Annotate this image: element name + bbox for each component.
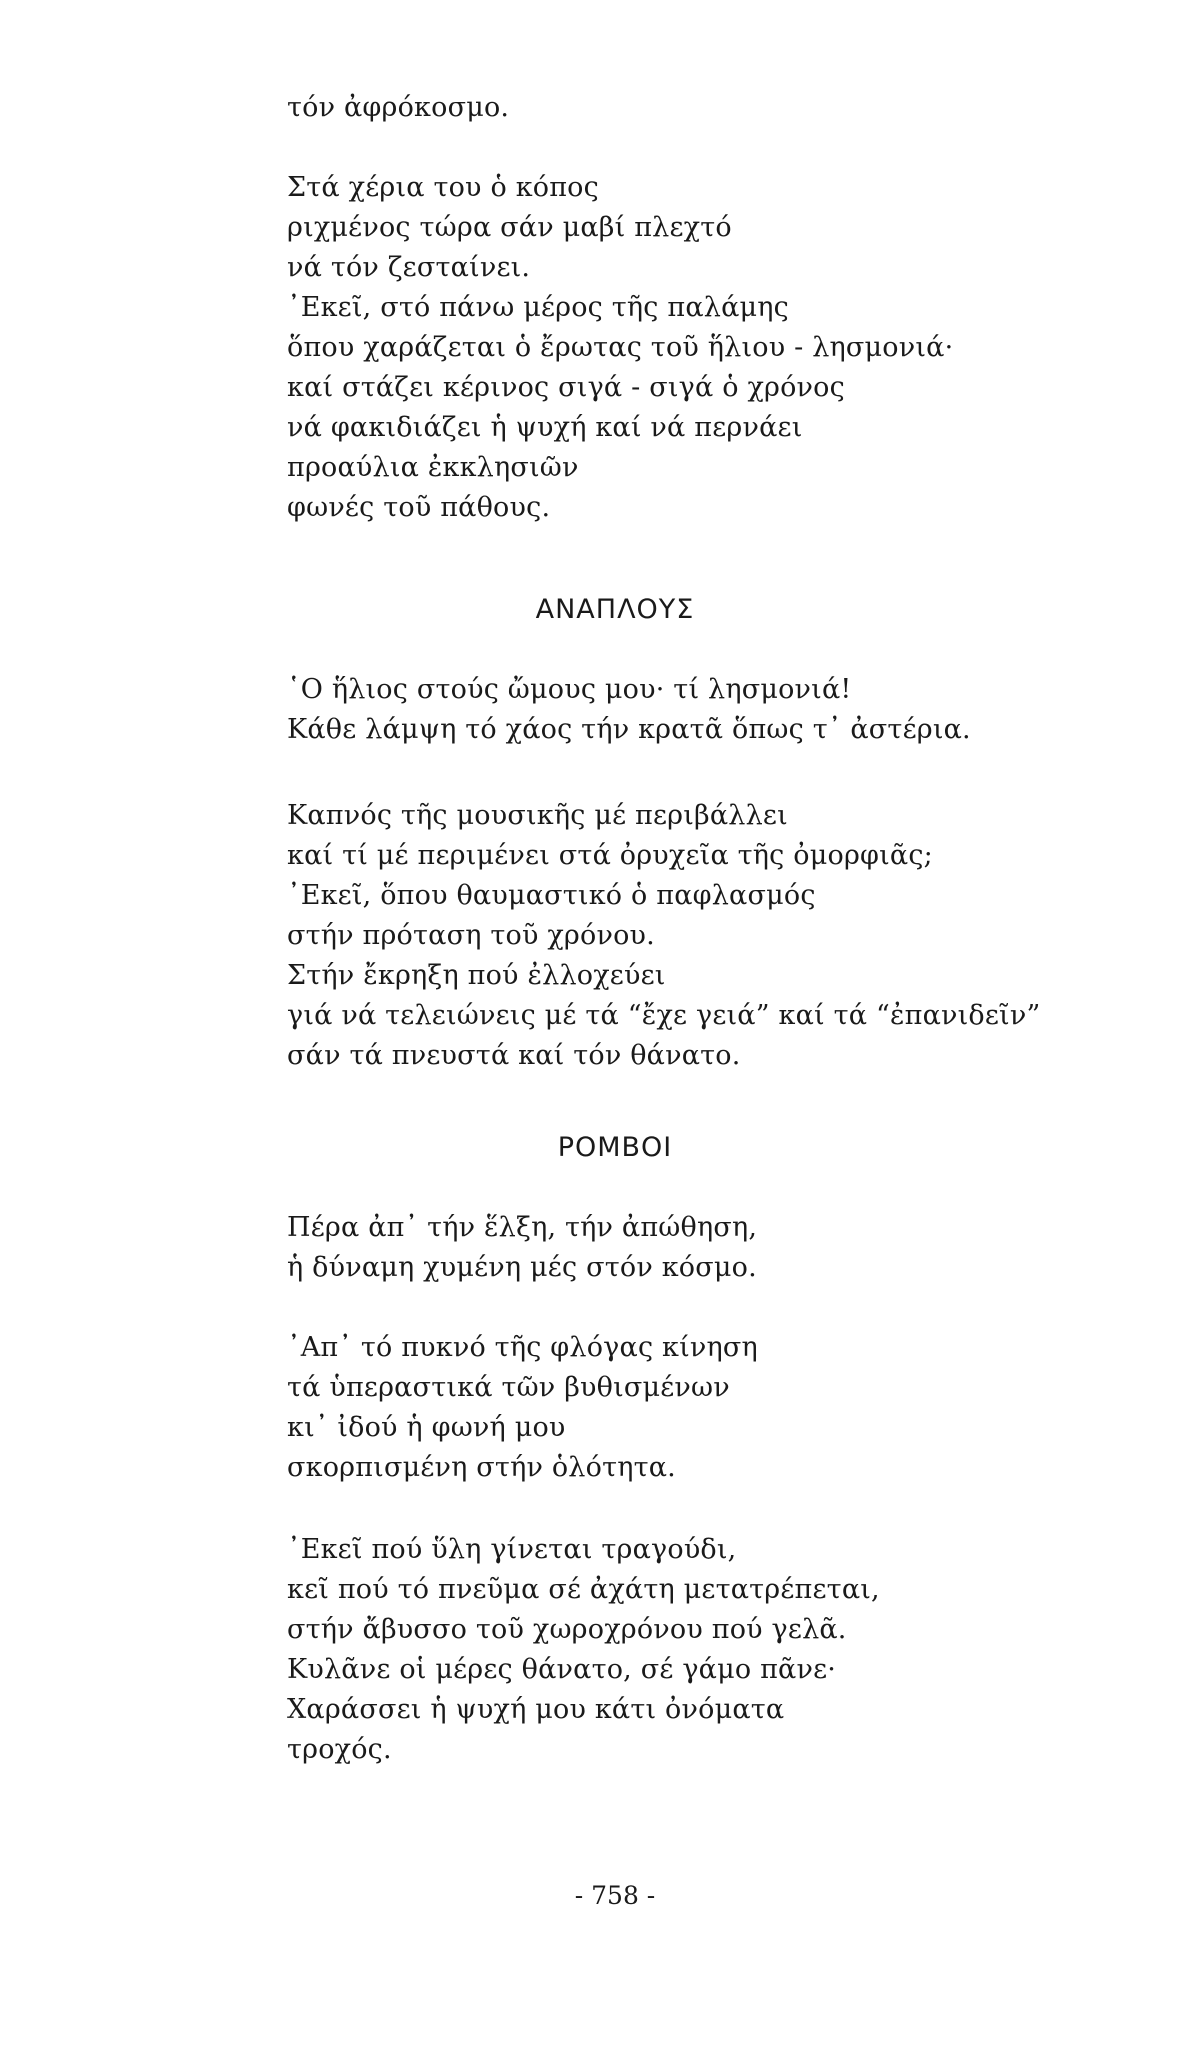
romvoi-stanza-2: [287, 1328, 1047, 1488]
poem-line: νά τόν ζεσταίνει.: [287, 252, 531, 283]
poem-line: ᾿Εκεῖ, ὅπου θαυμαστικό ὁ παφλασμός: [287, 880, 816, 911]
poem-line: σάν τά πνευστά καί τόν θάνατο.: [287, 1040, 741, 1071]
poem-line: τροχός.: [287, 1734, 392, 1765]
anaplous-stanza-2: [287, 796, 1047, 1076]
poem-line: κεῖ πού τό πνεῦμα σέ ἀχάτη μετατρέπεται,: [287, 1574, 880, 1605]
poem-line: Στήν ἔκρηξη πού ἐλλοχεύει: [287, 960, 666, 991]
poem-line: φωνές τοῦ πάθους.: [287, 492, 551, 523]
poem-line: ὅπου χαράζεται ὁ ἔρωτας τοῦ ἥλιου - λησμονιά·: [287, 332, 954, 363]
poem-line: κι᾿ ἰδού ἡ φωνή μου: [287, 1412, 566, 1443]
poem-line: ριχμένος τώρα σάν μαβί πλεχτό: [287, 212, 732, 243]
intro-stanza-1: [287, 88, 1047, 128]
poem-line: τά ὑπεραστικά τῶν βυθισμένων: [287, 1372, 730, 1403]
poem-line: καί στάζει κέρινος σιγά - σιγά ὁ χρόνος: [287, 372, 845, 403]
poem-line: σκορπισμένη στήν ὁλότητα.: [287, 1452, 676, 1483]
poem-line: τόν ἀφρόκοσμο.: [287, 92, 510, 123]
poem-line: προαύλια ἐκκλησιῶν: [287, 452, 579, 483]
poem-line: Χαράσσει ἡ ψυχή μου κάτι ὀνόματα: [287, 1694, 785, 1725]
poem-line: Πέρα ἀπ᾿ τήν ἕλξη, τήν ἀπώθηση,: [287, 1212, 758, 1243]
poem-line: καί τί μέ περιμένει στά ὀρυχεῖα τῆς ὀμορφιᾶς;: [287, 840, 933, 871]
page-number: - 758 -: [574, 1881, 656, 1910]
romvoi-stanza-1: [287, 1208, 1047, 1288]
poem-line: νά φακιδιάζει ἡ ψυχή καί νά περνάει: [287, 412, 803, 443]
poem-line: ἡ δύναμη χυμένη μές στόν κόσμο.: [287, 1252, 757, 1283]
poem-line: ᾿Εκεῖ, στό πάνω μέρος τῆς παλάμης: [287, 292, 789, 323]
poem-line: ῾Ο ἥλιος στούς ὤμους μου· τί λησμονιά!: [287, 674, 852, 705]
romvoi-stanza-3: [287, 1530, 1047, 1770]
poem-line: Κυλᾶνε οἱ μέρες θάνατο, σέ γάμο πᾶνε·: [287, 1654, 837, 1685]
poem-line: Καπνός τῆς μουσικῆς μέ περιβάλλει: [287, 800, 788, 831]
poem-line: γιά νά τελειώνεις μέ τά “ἔχε γειά” καί τά “ἐπανιδεῖν”: [287, 1000, 1041, 1031]
anaplous-stanza-1: [287, 670, 1047, 750]
intro-stanza-2: [287, 168, 1047, 528]
poem-line: ᾿Απ᾿ τό πυκνό τῆς φλόγας κίνηση: [287, 1332, 758, 1363]
poem-title-romvoi: ΡΟΜΒΟΙ: [557, 1132, 673, 1163]
poem-line: ᾿Εκεῖ πού ὕλη γίνεται τραγούδι,: [287, 1534, 737, 1565]
poem-line: Κάθε λάμψη τό χάος τήν κρατᾶ ὅπως τ᾿ ἀστέρια.: [287, 714, 971, 745]
poem-title-anaplous: ΑΝΑΠΛΟΥΣ: [535, 594, 695, 625]
poem-line: στήν ἄβυσσο τοῦ χωροχρόνου πού γελᾶ.: [287, 1614, 847, 1645]
poem-line: στήν πρόταση τοῦ χρόνου.: [287, 920, 655, 951]
poem-line: Στά χέρια του ὁ κόπος: [287, 172, 599, 203]
